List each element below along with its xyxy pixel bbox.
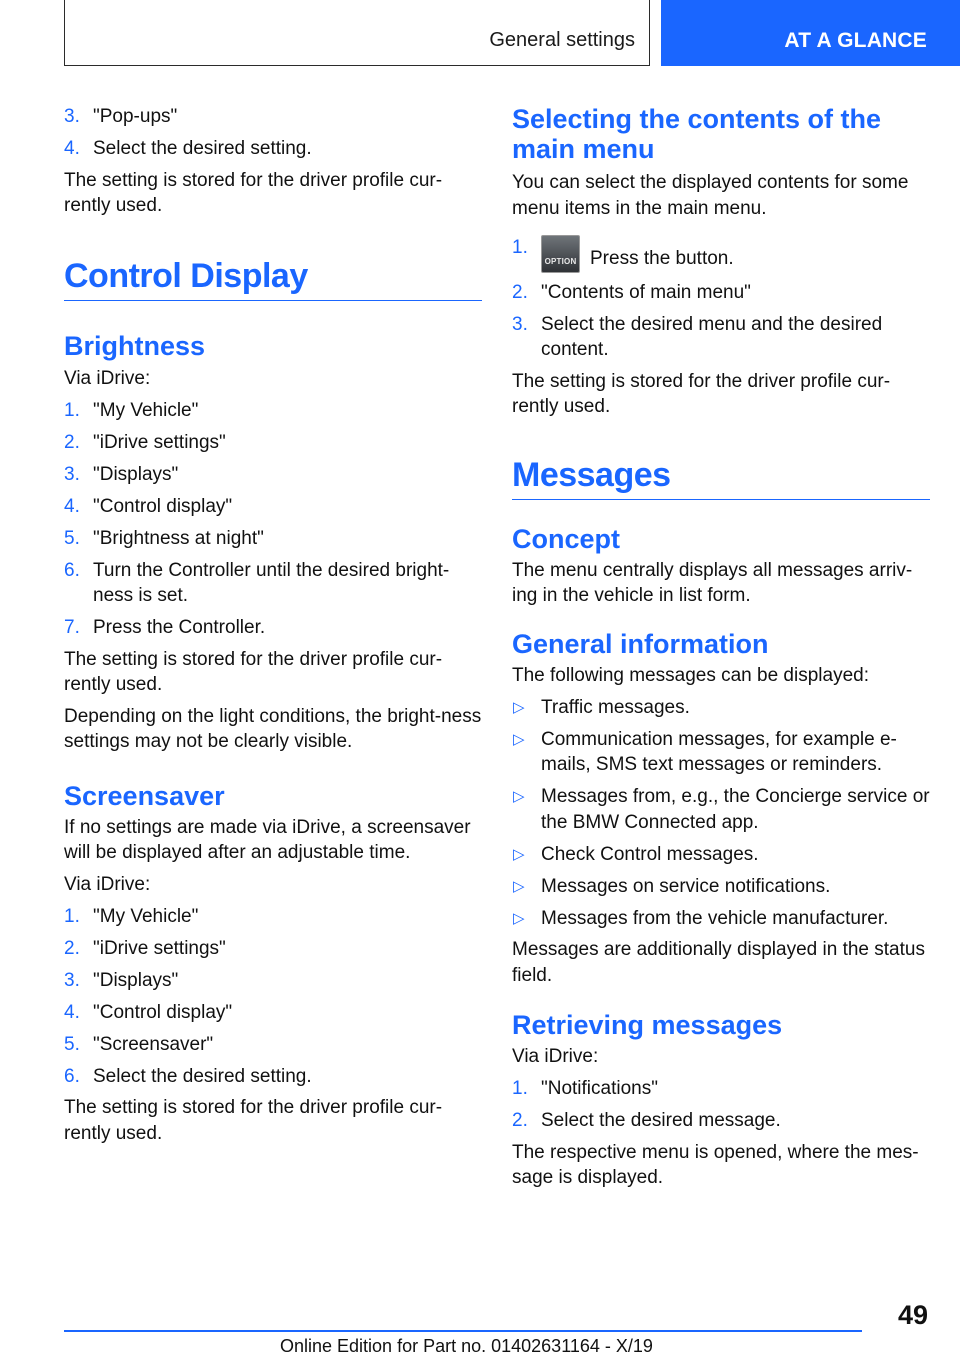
triangle-bullet-icon: ▷ — [513, 788, 525, 805]
general-info-intro: The following messages can be displayed: — [512, 664, 869, 686]
header-chapter-tab — [661, 0, 960, 66]
list-item: 4. "Control display" — [64, 1001, 233, 1023]
list-item: 5. "Brightness at night" — [64, 527, 264, 549]
concept-heading: Concept — [512, 523, 620, 554]
via-idrive-label: Via iDrive: — [64, 873, 151, 895]
list-item: 3. "Displays" — [64, 969, 179, 991]
list-item: 1. "Notifications" — [512, 1078, 658, 1099]
screensaver-heading: Screensaver — [64, 780, 225, 811]
triangle-bullet-icon: ▷ — [513, 909, 525, 927]
retrieving-steps — [512, 1076, 930, 1134]
list-item: 1. OPTION Press the button. — [512, 235, 930, 273]
stored-note: The setting is stored for the driver profile cur-rently used. — [64, 648, 443, 695]
header-section-title: General settings — [489, 29, 635, 51]
message-types-list — [512, 695, 930, 932]
list-item: 6. Select the desired setting. — [64, 1065, 312, 1087]
messages-heading: Messages — [512, 456, 930, 500]
continued-steps — [64, 104, 482, 162]
edition-note: Online Edition for Part no. 01402631164 - X/19 — [280, 1336, 653, 1356]
list-item: 2. "Contents of main menu" — [512, 281, 751, 303]
list-item: ▷ Messages on service notifications. — [512, 874, 930, 900]
list-item: 5. "Screensaver" — [64, 1033, 214, 1055]
list-item: 7. Press the Controller. — [64, 617, 266, 638]
list-item: 3. Select the desired menu and the desired content. — [512, 313, 883, 360]
status-field-note: Messages are additionally displayed in the status field. — [512, 939, 925, 986]
stored-note: The setting is stored for the driver profile cur-rently used. — [64, 169, 443, 216]
stored-note: The setting is stored for the driver profile cur-rently used. — [64, 1097, 443, 1144]
main-menu-intro: You can select the displayed contents for some menu items in the main menu. — [512, 172, 909, 219]
list-item: 4. "Control display" — [64, 495, 233, 517]
stored-note: The setting is stored for the driver profile cur-rently used. — [512, 370, 891, 417]
list-item: 3. "Displays" — [64, 463, 179, 485]
list-item: 2. "iDrive settings" — [64, 431, 226, 453]
list-item: ▷ Messages from the vehicle manufacturer. — [512, 906, 930, 932]
list-item: 2. Select the desired message. — [512, 1110, 781, 1131]
header-chapter-title: AT A GLANCE — [784, 29, 927, 52]
triangle-bullet-icon: ▷ — [513, 730, 525, 748]
list-item: 2. "iDrive settings" — [64, 937, 226, 959]
via-idrive-label: Via iDrive: — [64, 367, 151, 389]
concept-text: The menu centrally displays all messages arriv-ing in the vehicle in list form. — [512, 559, 913, 606]
brightness-heading: Brightness — [64, 330, 206, 361]
list-item: ▷ Check Control messages. — [512, 842, 930, 868]
list-item: ▷ Messages from, e.g., the Concierge service or the BMW Connected app. — [513, 786, 930, 833]
list-item: 1. "My Vehicle" — [64, 905, 199, 927]
list-item: 3. "Pop-ups" — [64, 106, 178, 127]
header-section-box — [64, 0, 650, 66]
option-button-icon: OPTION — [541, 235, 580, 273]
screensaver-intro: If no settings are made via iDrive, a screensaver will be displayed after an adjustable time. — [64, 816, 471, 863]
general-info-heading: General information — [512, 628, 769, 659]
list-item: 4. Select the desired setting. — [64, 138, 312, 159]
control-display-heading: Control Display — [64, 257, 482, 301]
light-conditions-note: Depending on the light conditions, the bright-ness settings may not be clearly visible. — [64, 705, 482, 752]
list-item: ▷ Communication messages, for example e-mails, SMS text messages or reminders. — [513, 728, 897, 775]
right-column — [512, 104, 930, 1191]
screensaver-steps — [64, 904, 482, 1090]
brightness-steps — [64, 398, 482, 641]
list-item: ▷ Traffic messages. — [512, 695, 930, 721]
left-column — [64, 104, 482, 1146]
retrieving-note: The respective menu is opened, where the mes-sage is displayed. — [512, 1141, 919, 1188]
triangle-bullet-icon: ▷ — [513, 877, 525, 895]
main-menu-steps — [512, 235, 930, 363]
triangle-bullet-icon: ▷ — [513, 698, 525, 716]
retrieving-heading: Retrieving messages — [512, 1010, 783, 1040]
page-number: 49 — [897, 1300, 928, 1330]
triangle-bullet-icon: ▷ — [513, 845, 525, 863]
list-item: 1. "My Vehicle" — [64, 399, 199, 421]
via-idrive-label: Via iDrive: — [512, 1046, 599, 1067]
main-menu-heading: Selecting the contents of the main menu — [512, 104, 882, 164]
list-item: 6. Turn the Controller until the desired bright-ness is set. — [64, 559, 450, 606]
footer-divider — [64, 1330, 862, 1332]
